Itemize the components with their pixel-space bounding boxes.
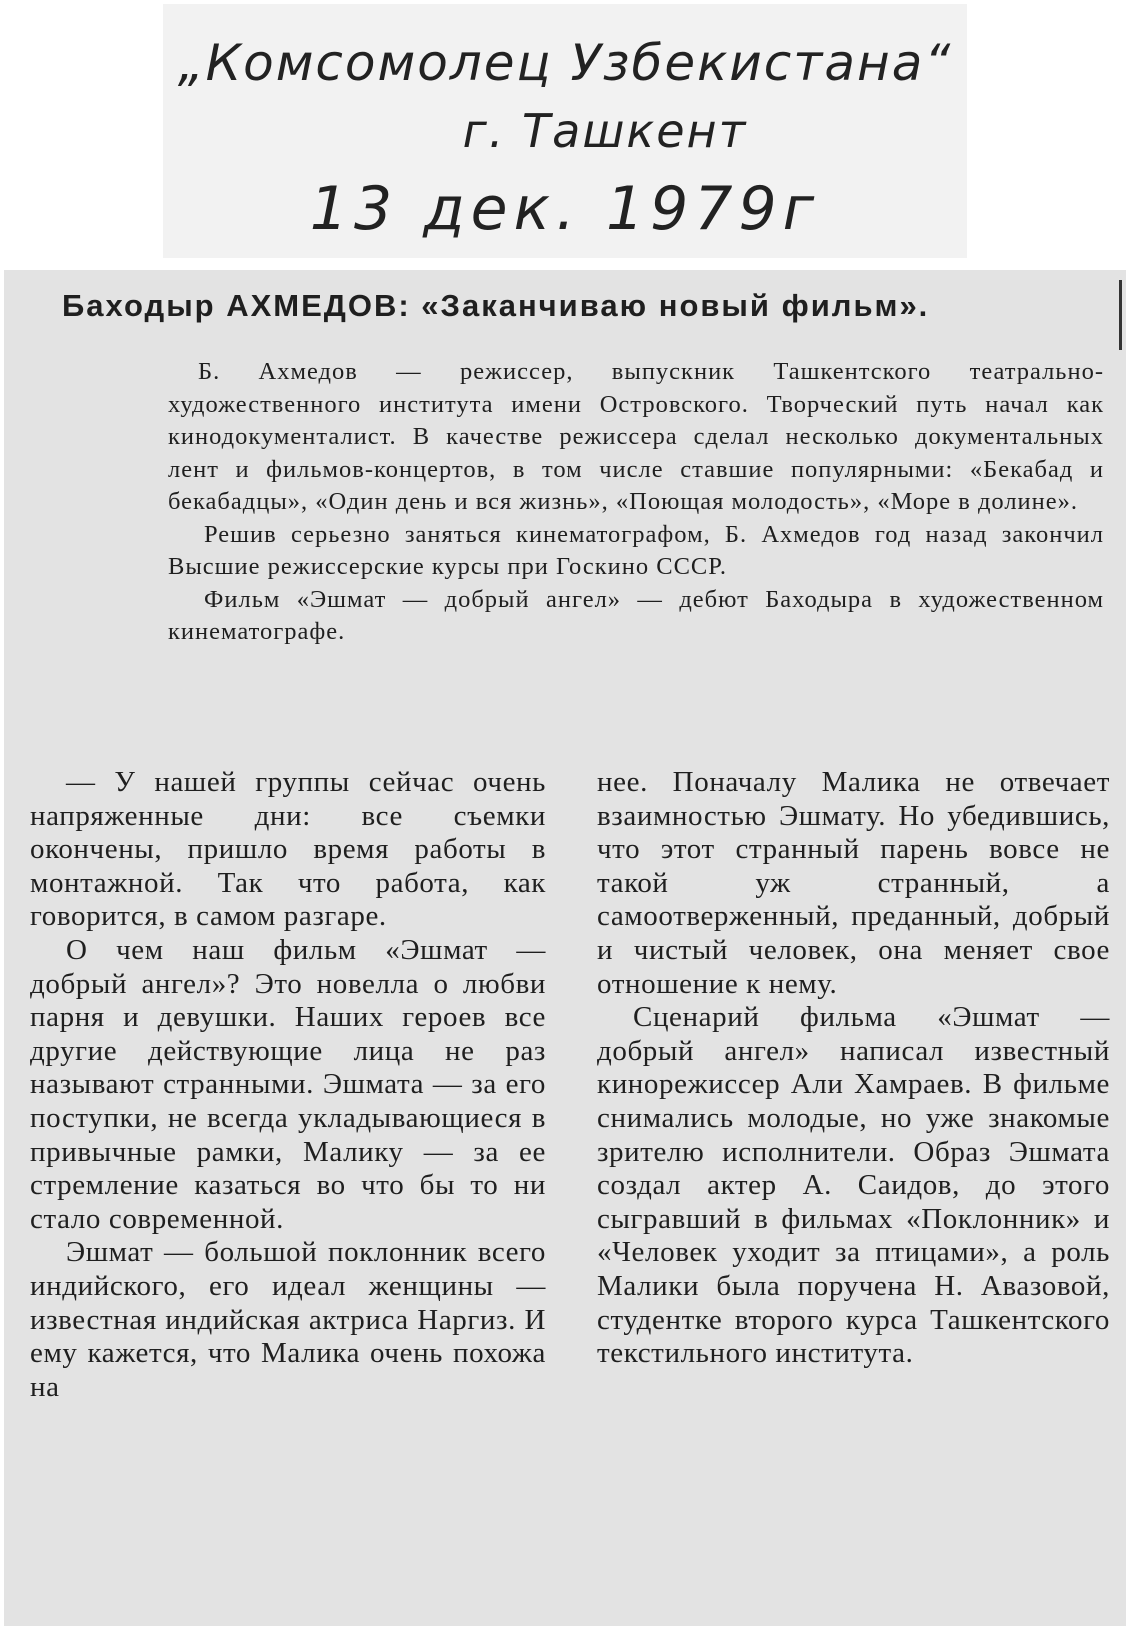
article-headline: Баходыр АХМЕДОВ: «Заканчиваю новый фильм». — [62, 288, 930, 323]
clipping-edge-mark — [1119, 280, 1122, 350]
article-column-right — [597, 766, 1110, 1371]
city-name: г. Ташкент — [462, 104, 748, 158]
body-paragraph: Сценарий фильма «Эшмат — добрый ангел» написал известный кинорежиссер Али Хамраев. В фильме снимались молодые, но уже знакомые зрителю исполнители. Образ Эшмата создал актер А. Саидов, до этого сыгравший в фильмах «Поклонник» и «Человек уходит за птицами», а роль Малики была поручена Н. Авазовой, студентке второго курса Ташкентского текстильного института. — [597, 1001, 1110, 1370]
handwritten-label — [163, 4, 967, 258]
article-intro — [168, 356, 1104, 649]
newspaper-name: „Комсомолец Узбекистана“ — [177, 34, 953, 92]
body-paragraph: — У нашей группы сейчас очень напряженные дни: все съемки окончены, пришло время работы в монтажной. Так что работа, как говорится, в самом разгаре. — [30, 766, 546, 933]
body-paragraph: Эшмат — большой поклонник всего индийского, его идеал женщины — известная индийская актриса Наргиз. И ему кажется, что Малика очень похожа на — [30, 1236, 546, 1403]
body-paragraph: нее. Поначалу Малика не отвечает взаимностью Эшмату. Но убедившись, что этот странный парень вовсе не такой уж странный, а самоотверженный, преданный, добрый и чистый человек, она меняет свое отношение к нему. — [597, 766, 1110, 1000]
intro-paragraph: Решив серьезно заняться кинематографом, Б. Ахмедов год назад закончил Высшие режиссерские курсы при Госкино СССР. — [168, 520, 1104, 580]
clipping-date: 13 дек. 1979г — [309, 174, 821, 244]
intro-paragraph: Фильм «Эшмат — добрый ангел» — дебют Баходыра в художественном кинематографе. — [168, 585, 1104, 645]
body-paragraph: О чем наш фильм «Эшмат — добрый ангел»? Это новелла о любви парня и девушки. Наших героев все другие действующие лица не раз называют странными. Эшмата — за его поступки, не всегда укладывающиеся в привычные рамки, Малику — за ее стремление казаться во что бы то ни стало современной. — [30, 933, 546, 1235]
newspaper-clipping — [4, 270, 1126, 1626]
article-column-left — [30, 766, 546, 1404]
intro-paragraph: Б. Ахмедов — режиссер, выпускник Ташкентского театрально-художественного института имени Островского. Творческий путь начал как кинодокументалист. В качестве режиссера сделал несколько документальных лент и фильмов-концертов, в том числе ставшие популярными: «Бекабад и бекабадцы», «Один день и вся жизнь», «Поющая молодость», «Море в долине». — [168, 358, 1104, 515]
